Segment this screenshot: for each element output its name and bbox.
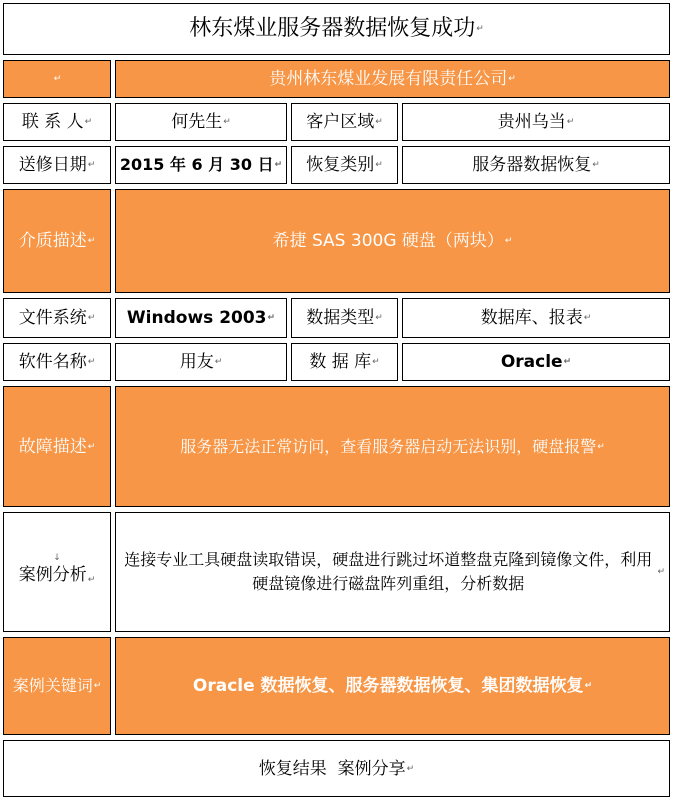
- fault-label: 故障描述 ↵: [3, 386, 111, 507]
- analysis-value: 连接专业工具硬盘读取错误，硬盘进行跳过坏道整盘克隆到镜像文件，利用硬盘镜像进行磁盘阵列重组，分析数据 ↵: [115, 512, 670, 632]
- paragraph-mark-icon: ↓: [53, 552, 61, 563]
- page-title: 林东煤业服务器数据恢复成功 ↵: [3, 3, 670, 55]
- media-label: 介质描述 ↵: [3, 189, 111, 293]
- keywords-label: 案例关键词 ↵: [3, 637, 111, 735]
- company-name: 贵州林东煤业发展有限责任公司 ↵: [115, 60, 670, 98]
- fs-label: 文件系统 ↵: [3, 298, 111, 338]
- fs-value: Windows 2003 ↵: [115, 298, 287, 338]
- footer-text: 恢复结果 案例分享 ↵: [3, 740, 670, 797]
- analysis-label-cell: [3, 512, 111, 632]
- date-label: 送修日期 ↵: [3, 146, 111, 184]
- company-empty-cell: [3, 60, 111, 98]
- db-value: Oracle ↵: [402, 343, 670, 381]
- keywords-value: Oracle 数据恢复、服务器数据恢复、集团数据恢复 ↵: [115, 637, 670, 735]
- region-value: 贵州乌当 ↵: [402, 103, 670, 141]
- data-type-label: 数据类型 ↵: [291, 298, 398, 338]
- data-type-value: 数据库、报表 ↵: [402, 298, 670, 338]
- software-value: 用友 ↵: [115, 343, 287, 381]
- analysis-label: 案例分析 ↵: [19, 563, 96, 592]
- media-value: 希捷 SAS 300G 硬盘（两块） ↵: [115, 189, 670, 293]
- fault-value: 服务器无法正常访问，查看服务器启动无法识别，硬盘报警 ↵: [115, 386, 670, 507]
- contact-value: 何先生 ↵: [115, 103, 287, 141]
- db-label: 数 据 库 ↵: [291, 343, 398, 381]
- region-label: 客户区域 ↵: [291, 103, 398, 141]
- recovery-type-label: 恢复类别 ↵: [291, 146, 398, 184]
- date-value: 2015 年 6 月 30 日 ↵: [115, 146, 287, 184]
- contact-label: 联 系 人 ↵: [3, 103, 111, 141]
- software-label: 软件名称 ↵: [3, 343, 111, 381]
- recovery-type-value: 服务器数据恢复 ↵: [402, 146, 670, 184]
